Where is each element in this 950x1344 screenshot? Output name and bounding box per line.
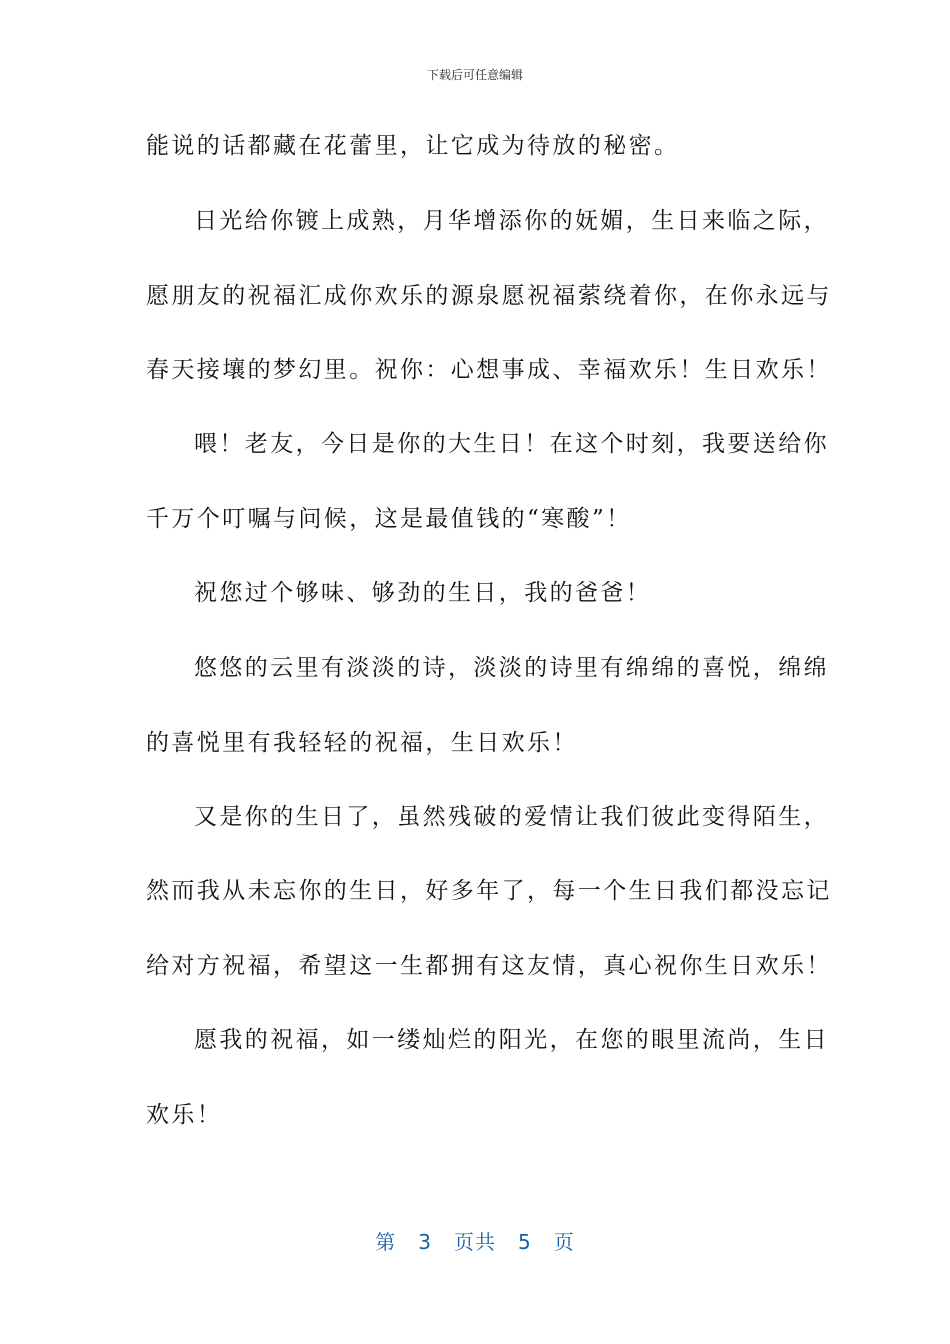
text-line: 喂！老友，今日是你的大生日！在这个时刻，我要送给你: [194, 431, 829, 457]
text-line: 又是你的生日了，虽然残破的爱情让我们彼此变得陌生，: [194, 804, 829, 830]
text-line: 给对方祝福，希望这一生都拥有这友情，真心祝你生日欢乐！: [146, 953, 832, 979]
footer-middle: 页共: [454, 1230, 496, 1254]
text-line: 悠悠的云里有淡淡的诗，淡淡的诗里有绵绵的喜悦，绵绵: [194, 655, 829, 681]
text-line: 春天接壤的梦幻里。祝你：心想事成、幸福欢乐！生日欢乐！: [146, 357, 832, 383]
text-line: 的喜悦里有我轻轻的祝福，生日欢乐！: [146, 730, 578, 756]
text-line: 愿我的祝福，如一缕灿烂的阳光，在您的眼里流尚，生日: [194, 1027, 829, 1053]
footer-suffix: 页: [553, 1230, 575, 1254]
text-line: 欢乐！: [146, 1102, 223, 1128]
text-line: 能说的话都藏在花蕾里，让它成为待放的秘密。: [146, 133, 680, 159]
page-footer: [0, 1226, 950, 1255]
text-line: 然而我从未忘你的生日，好多年了，每一个生日我们都没忘记: [146, 878, 832, 904]
header-note: 下载后可任意编辑: [426, 68, 523, 82]
text-line: 千万个叮嘱与问候，这是最值钱的“寒酸”！: [146, 506, 632, 532]
footer-current-page: 3: [418, 1230, 432, 1254]
text-line: 愿朋友的祝福汇成你欢乐的源泉愿祝福萦绕着你，在你永远与: [146, 283, 832, 309]
footer-prefix: 第: [375, 1230, 397, 1254]
text-line: 日光给你镀上成熟，月华增添你的妩媚，生日来临之际，: [194, 208, 829, 234]
text-line: 祝您过个够味、够劲的生日，我的爸爸！: [194, 580, 652, 606]
footer-total-pages: 5: [518, 1230, 532, 1254]
